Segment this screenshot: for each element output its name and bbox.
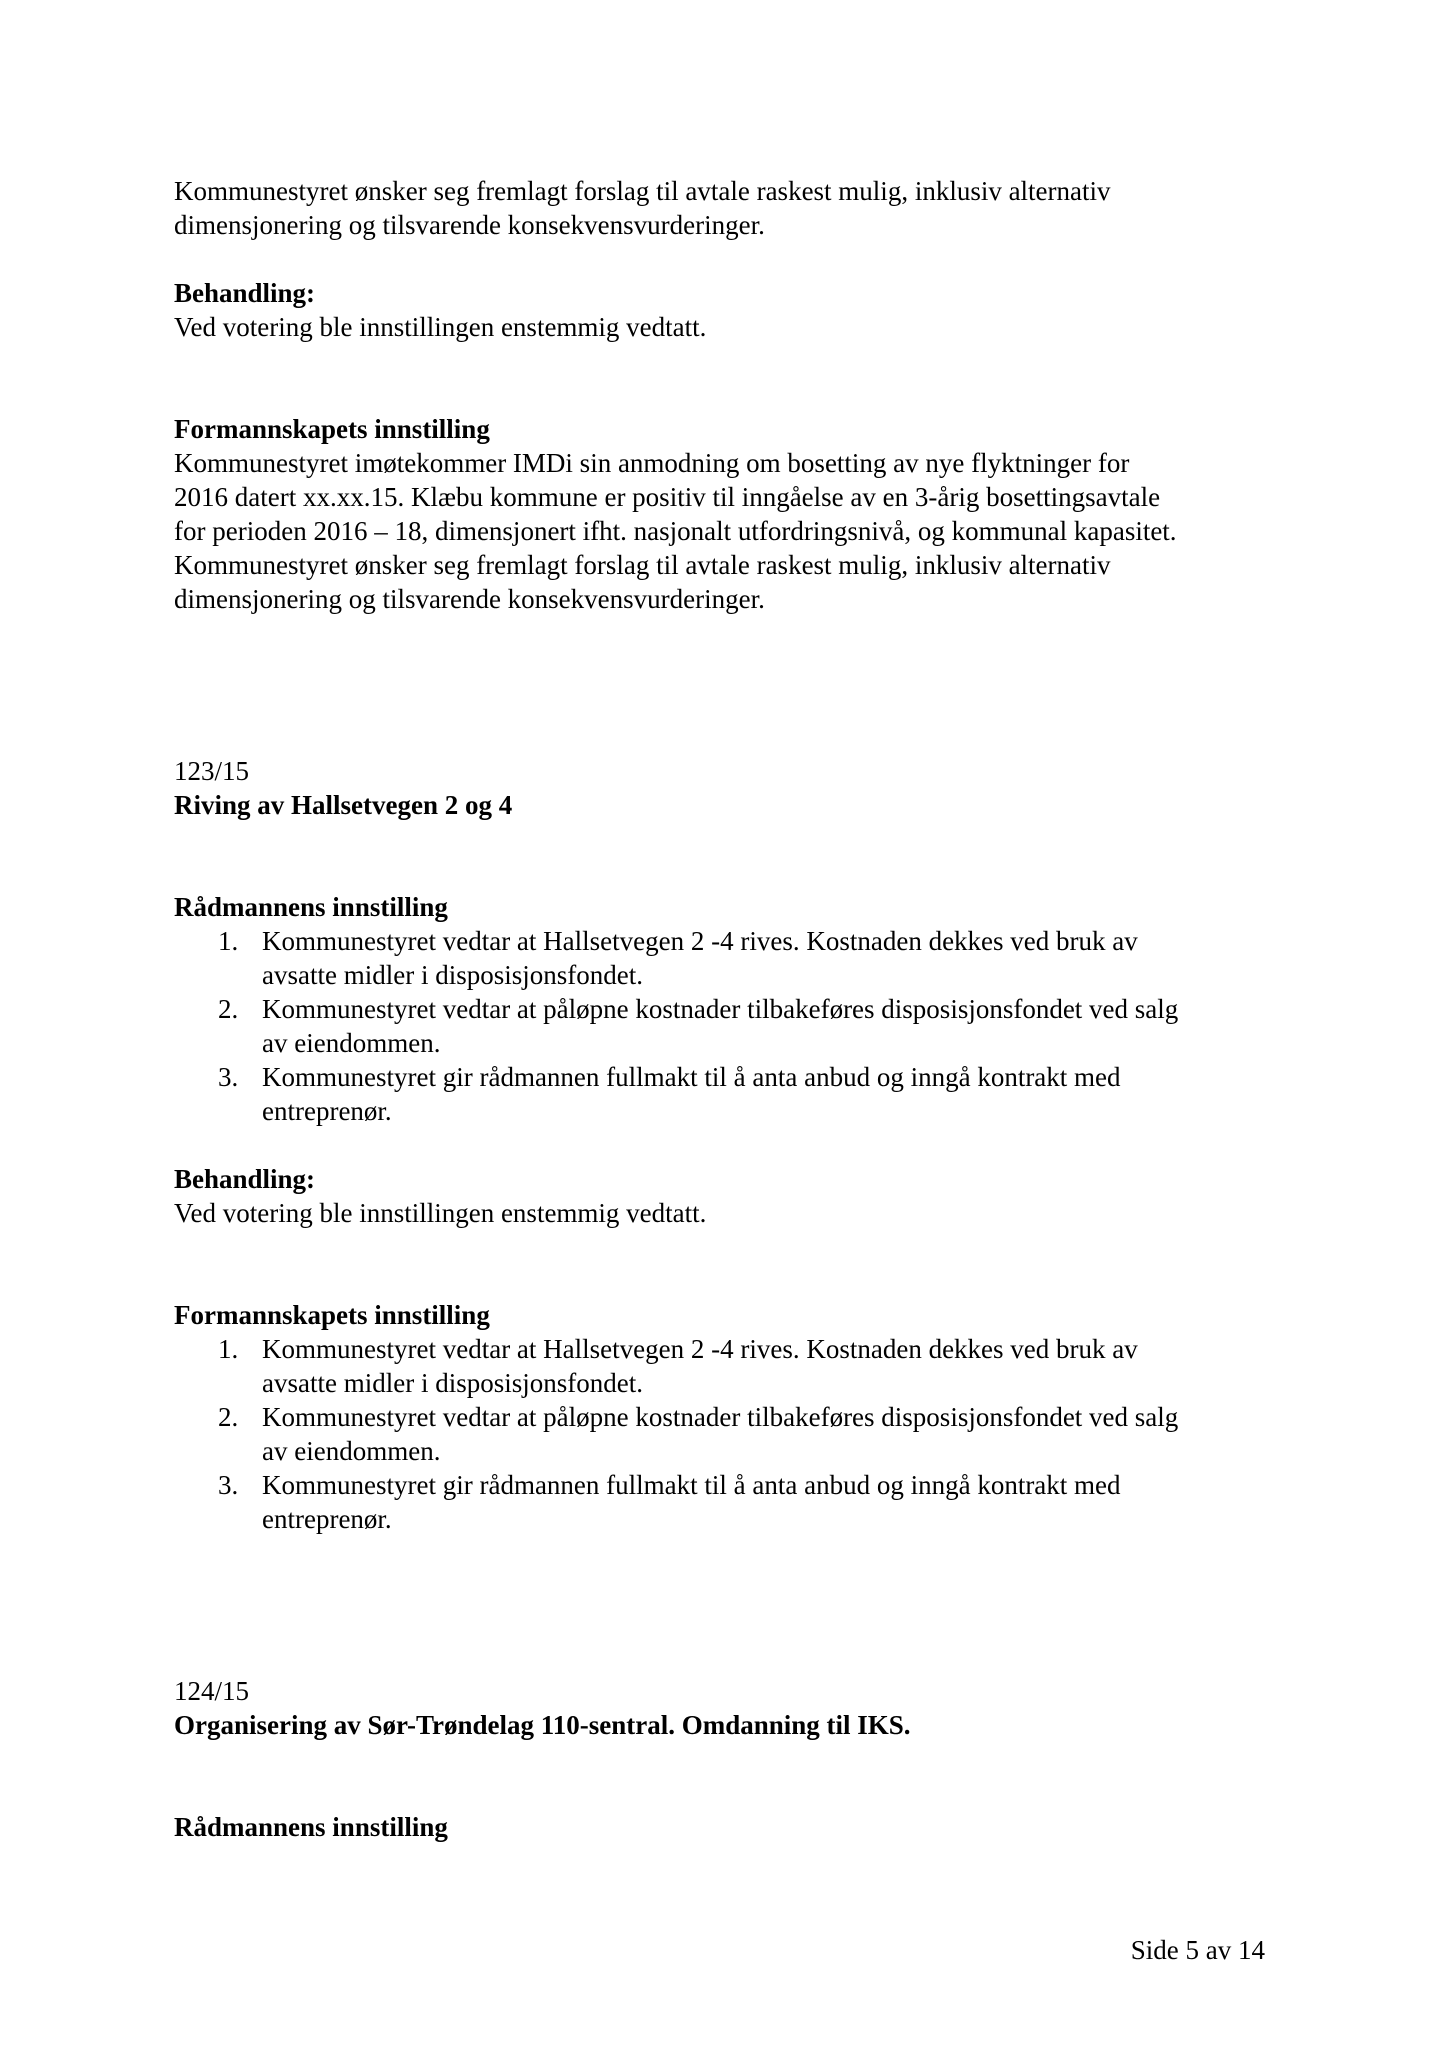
radmann-heading: Rådmannens innstilling (174, 1812, 448, 1842)
document-page (174, 174, 1274, 1844)
list-item-line: avsatte midler i disposisjonsfondet. (262, 1368, 643, 1398)
list-item (174, 1468, 1274, 1536)
behandling-text: Ved votering ble innstillingen enstemmig vedtatt. (174, 1198, 707, 1228)
list-item-number: 3. (218, 1062, 239, 1092)
formannskap-list (174, 1332, 1274, 1536)
list-item-line: Kommunestyret vedtar at Hallsetvegen 2 -4 rives. Kostnaden dekkes ved bruk av (262, 1334, 1138, 1364)
formannskap-line: Kommunestyret imøtekommer IMDi sin anmodning om bosetting av nye flyktninger for (174, 448, 1130, 478)
list-item (174, 1400, 1274, 1468)
list-item (174, 924, 1274, 992)
radmann-list (174, 924, 1274, 1128)
formannskap-line: for perioden 2016 – 18, dimensjonert ifht. nasjonalt utfordringsnivå, og kommunal kapasitet. (174, 516, 1177, 546)
list-item-line: Kommunestyret vedtar at påløpne kostnader tilbakeføres disposisjonsfondet ved salg (262, 1402, 1179, 1432)
list-item-line: Kommunestyret gir rådmannen fullmakt til å anta anbud og inngå kontrakt med (262, 1062, 1121, 1092)
case-title: Riving av Hallsetvegen 2 og 4 (174, 790, 513, 820)
list-item-number: 1. (218, 1334, 239, 1364)
list-item-number: 1. (218, 926, 239, 956)
case-number: 124/15 (174, 1676, 250, 1706)
list-item-line: avsatte midler i disposisjonsfondet. (262, 960, 643, 990)
list-item-line: entreprenør. (262, 1504, 392, 1534)
case-title: Organisering av Sør-Trøndelag 110-sentral. Omdanning til IKS. (174, 1710, 911, 1740)
formannskap-heading: Formannskapets innstilling (174, 414, 490, 444)
list-item-line: Kommunestyret gir rådmannen fullmakt til å anta anbud og inngå kontrakt med (262, 1470, 1121, 1500)
behandling-text: Ved votering ble innstillingen enstemmig vedtatt. (174, 312, 707, 342)
list-item-number: 3. (218, 1470, 239, 1500)
list-item-line: av eiendommen. (262, 1028, 441, 1058)
behandling-block (174, 276, 1274, 344)
formannskap-block (174, 412, 1274, 616)
formannskap-heading: Formannskapets innstilling (174, 1300, 490, 1330)
radmann-heading: Rådmannens innstilling (174, 892, 448, 922)
formannskap-line: 2016 datert xx.xx.15. Klæbu kommune er positiv til inngåelse av en 3-årig bosettingsavtale (174, 482, 1161, 512)
list-item-number: 2. (218, 994, 239, 1024)
intro-paragraph (174, 174, 1274, 242)
behandling-heading: Behandling: (174, 1164, 316, 1194)
list-item (174, 1332, 1274, 1400)
list-item-line: Kommunestyret vedtar at påløpne kostnader tilbakeføres disposisjonsfondet ved salg (262, 994, 1179, 1024)
list-item (174, 1060, 1274, 1128)
page-number: Side 5 av 14 (1130, 1935, 1265, 1965)
formannskap-line: dimensjonering og tilsvarende konsekvensvurderinger. (174, 584, 765, 614)
case-number: 123/15 (174, 756, 250, 786)
behandling-heading: Behandling: (174, 278, 316, 308)
formannskap-line: Kommunestyret ønsker seg fremlagt forslag til avtale raskest mulig, inklusiv alternativ (174, 550, 1111, 580)
case-123 (174, 754, 1274, 1536)
list-item-line: Kommunestyret vedtar at Hallsetvegen 2 -4 rives. Kostnaden dekkes ved bruk av (262, 926, 1138, 956)
intro-line: Kommunestyret ønsker seg fremlagt forslag til avtale raskest mulig, inklusiv alternativ (174, 176, 1111, 206)
list-item-line: av eiendommen. (262, 1436, 441, 1466)
list-item-line: entreprenør. (262, 1096, 392, 1126)
list-item (174, 992, 1274, 1060)
list-item-number: 2. (218, 1402, 239, 1432)
case-124 (174, 1674, 1274, 1844)
intro-line: dimensjonering og tilsvarende konsekvensvurderinger. (174, 210, 765, 240)
